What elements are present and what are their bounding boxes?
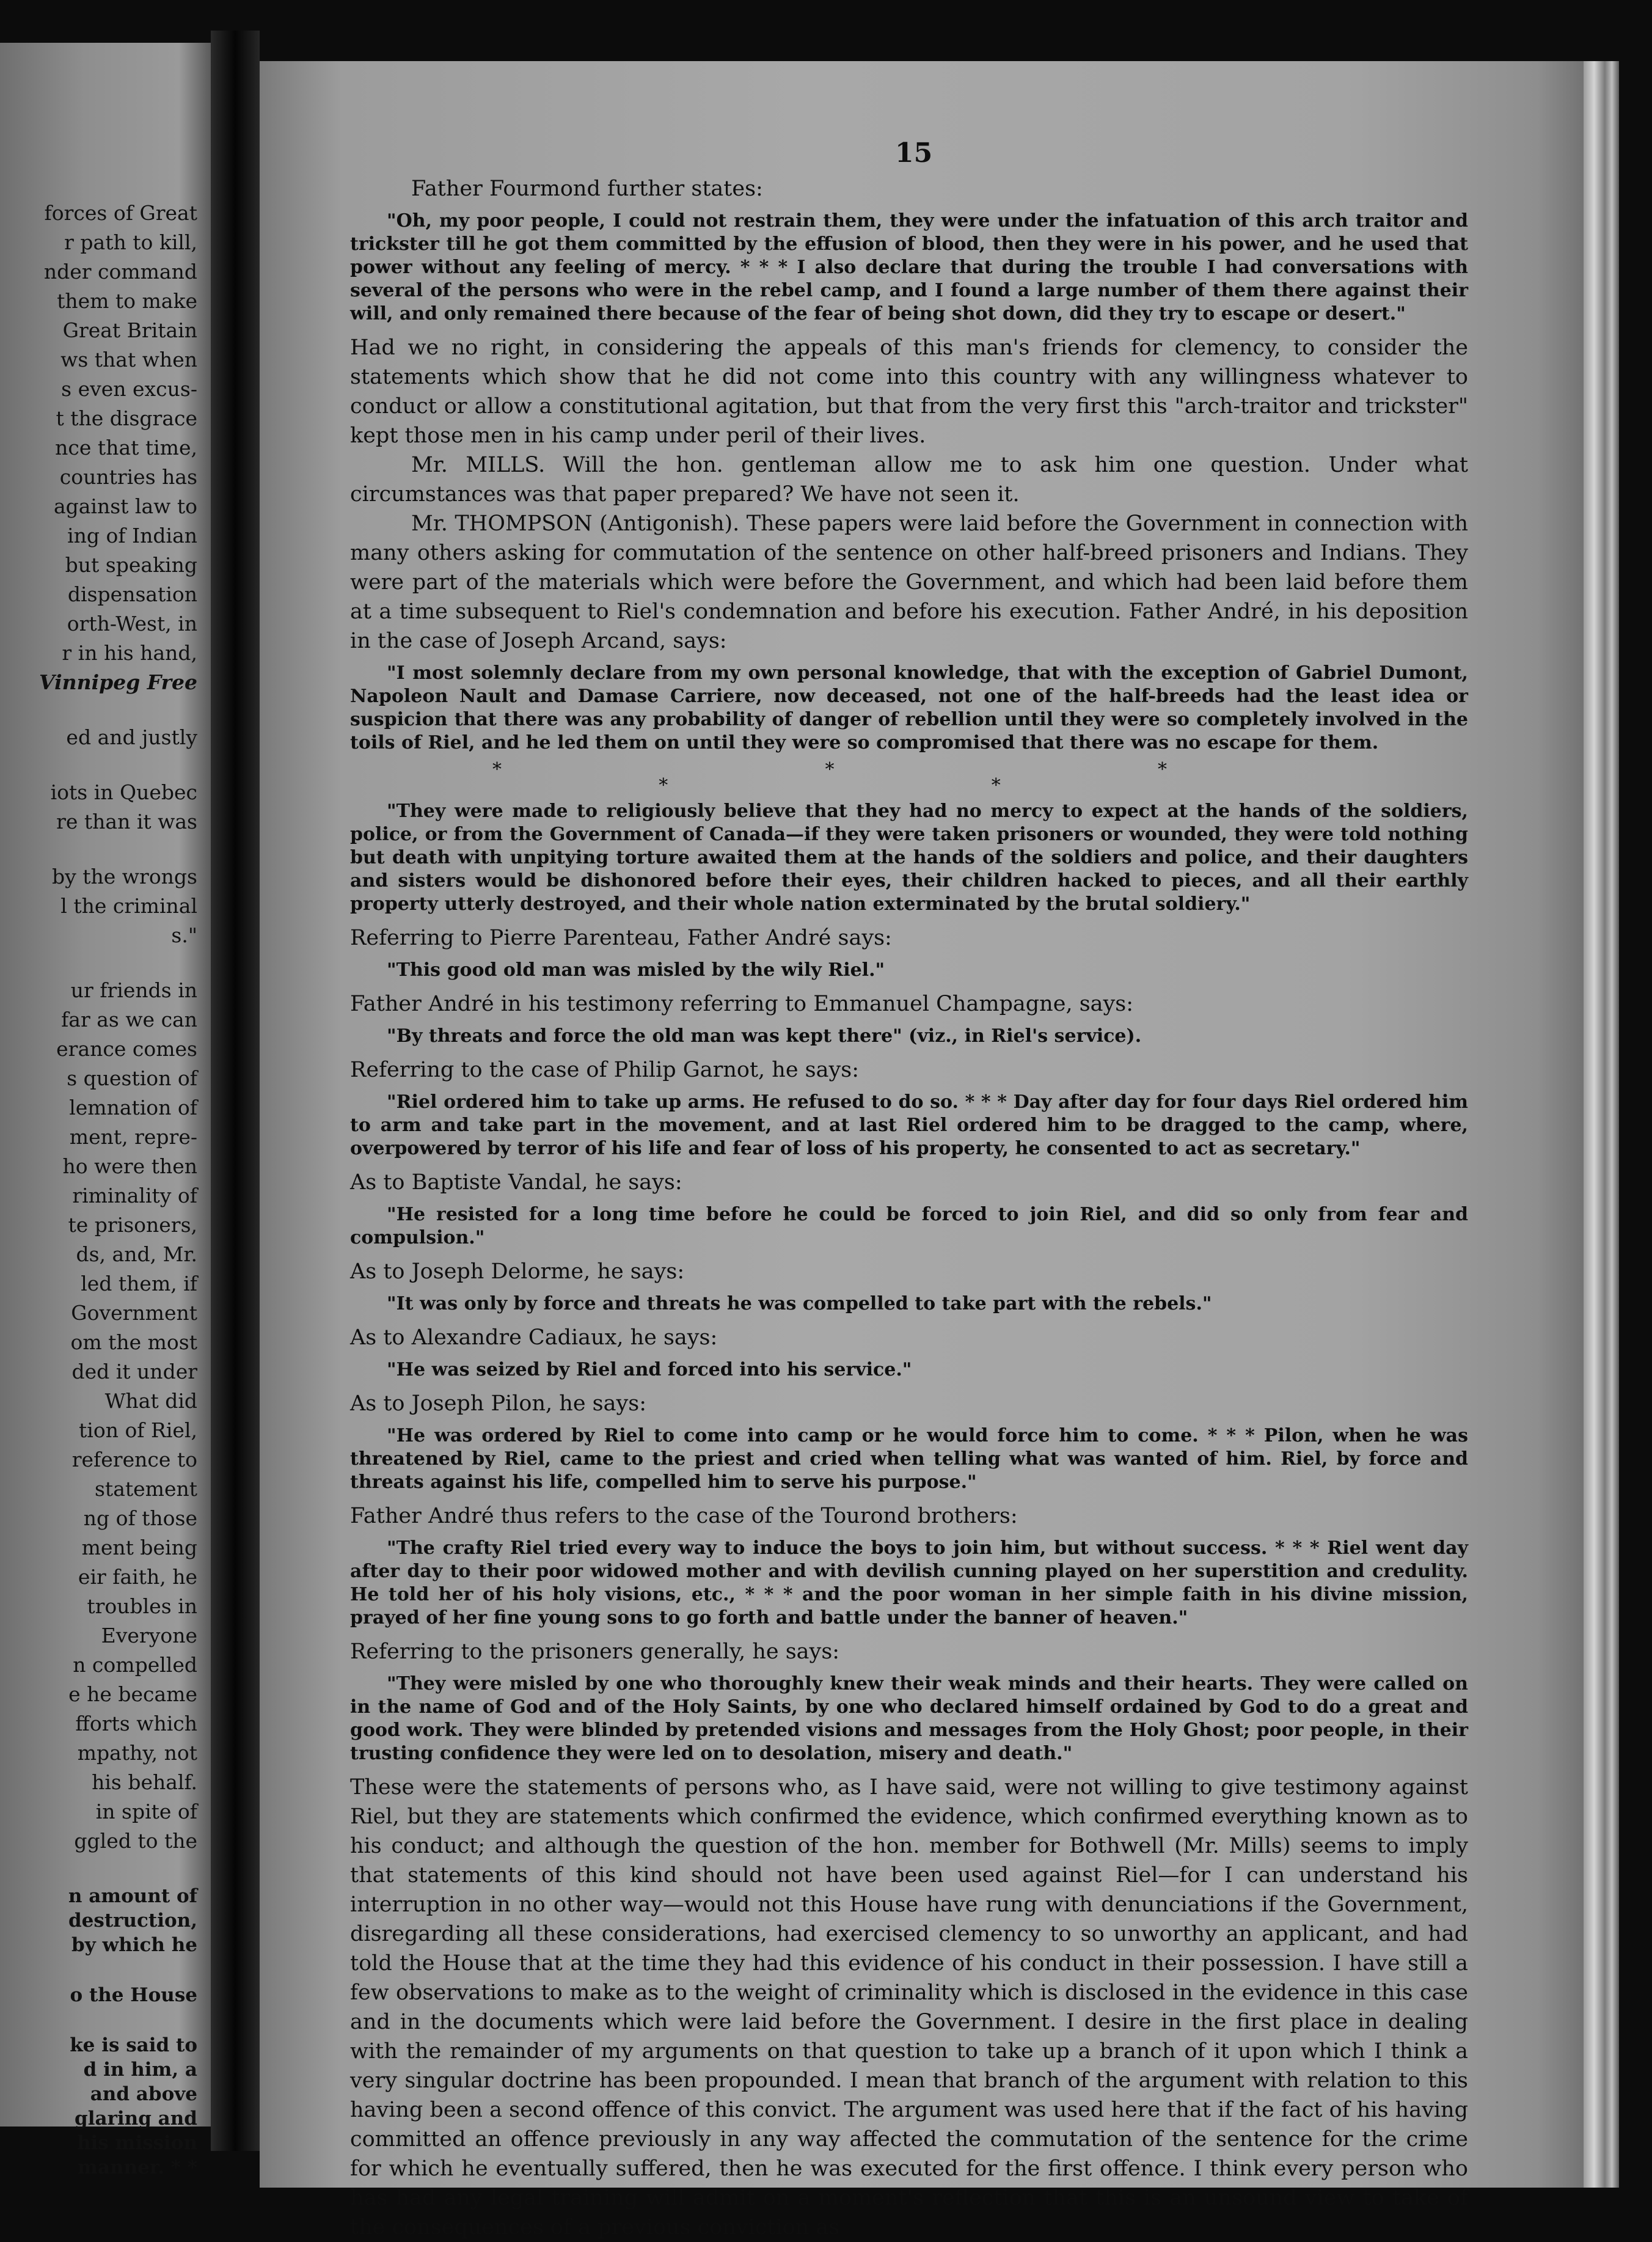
- left-page-line: his behalf.: [92, 1770, 197, 1794]
- paragraph: [350, 450, 1468, 509]
- mills-question: Mr. MILLS. Will the hon. gentleman allow me to ask him one question. Under what circumstances was that paper prepared?: [350, 453, 1468, 507]
- left-page-line: r path to kill,: [64, 230, 197, 254]
- left-page-line: n compelled: [73, 1653, 197, 1677]
- left-page-line: iots in Quebec: [50, 780, 197, 804]
- left-page-line: ds, and, Mr.: [76, 1242, 197, 1266]
- quote: "Riel ordered him to take up arms. He refused to do so. * * * Day after day for four days Riel ordered him to arm and take part in the movement, and at last Riel ordered him to be dragged to the camp, where, overpowered by terror of his life and fear of loss of his property, he consented to act as secretary.": [350, 1091, 1468, 1159]
- quote: "The crafty Riel tried every way to induce the boys to join him, but without success. * * * Riel went day after day to their poor widowed mother and with devilish cunning played on her superstition and credulity. He told her of his holy visions, etc., * * * and the poor woman in her simple faith in his divine mission, prayed of her fine young sons to go forth and battle under the banner of heaven.": [350, 1537, 1468, 1628]
- paragraph: Had we no right, in considering the appeals of this man's friends for clemency, to consider the statements which show that he did not come into this country with any willingness whatever to conduct or allow a constitutional agitation, but that from the very first this "arch-traitor and trickster" kept those men in his camp under peril of their lives.: [350, 335, 1468, 448]
- left-page-line: far as we can: [61, 1008, 197, 1031]
- left-page-line: om the most: [70, 1330, 197, 1354]
- quote: "It was only by force and threats he was compelled to take part with the rebels.": [387, 1293, 1212, 1314]
- left-page-line: statement: [95, 1477, 197, 1501]
- page-text: [350, 174, 1468, 2242]
- left-page-line: Everyone: [101, 1624, 197, 1647]
- quote: "Oh, my poor people, I could not restrain them, they were under the infatuation of this arch traitor and trickster till he got them committed by the effusion of blood, then they were in his power, and he used that power without any feeling of mercy. * * * I also declare that during the trouble I had conversations with several of the persons who were in the rebel camp, and I found a large number of them there against their will, and only remained there because of the fear of being shot down, did they try to escape or desert.": [350, 210, 1468, 324]
- left-page-line: but speaking: [65, 553, 197, 577]
- quote: "They were made to religiously believe that they had no mercy to expect at the hands of the soldiers, police, or from the Government of Canada—if they were taken prisoners or wounded, they were told nothing but death with unpitying torture awaited them at the hands of the soldiers and police, and their daughters and sisters would be dishonored before their eyes, their children hacked to pieces, and all their earthly property utterly destroyed, and their whole nation exterminated by the brutal soldiery.": [350, 800, 1468, 915]
- left-page-line: dispensation: [67, 582, 197, 606]
- left-page-line: glaring and: [75, 2108, 197, 2130]
- left-page-line: ng of those: [83, 1506, 197, 1530]
- paragraph: Father André thus refers to the case of the Tourond brothers:: [350, 1504, 1018, 1528]
- left-page-line: ho were then: [62, 1154, 197, 1178]
- left-page-line: nce that time,: [55, 436, 197, 460]
- left-page-line: ing of Indian: [67, 524, 197, 548]
- left-page-line: Vinnipeg Free: [39, 670, 197, 694]
- left-page-line: o the House: [70, 1984, 197, 2006]
- left-page-line: eir faith, he: [78, 1565, 197, 1589]
- quote: "They were misled by one who thoroughly knew their weak minds and their hearts. They were called on in the name of God and of the Holy Saints, by one who declared himself ordained by God to do a great and good work. They were blinded by pretended visions and messages from the Holy Ghost; poor people, in their trusting confidence they were led on to desolation, misery and death.": [350, 1673, 1468, 1764]
- left-page-line: destruction,: [68, 1910, 197, 1932]
- left-page-line: troubles in: [87, 1594, 197, 1618]
- left-page-line: ws that when: [60, 348, 197, 372]
- paragraph: As to Baptiste Vandal, he says:: [350, 1170, 682, 1195]
- paragraph: Mr. THOMPSON (Antigonish). These papers were laid before the Government in connection with many others asking for commutation of the sentence on other half-breed prisoners and Indians. They were part of the materials which were before the Government, and which had been laid before them at a time subsequent to Riel's condemnation and before his execution. Father André, in his deposition in the case of Joseph Arcand, says:: [350, 511, 1468, 653]
- left-page-line: against law to: [53, 494, 197, 518]
- left-page-line: reference to: [71, 1448, 197, 1471]
- page-number: 15: [895, 137, 933, 169]
- left-page-line: d in him, a: [83, 2059, 197, 2081]
- paragraph: As to Joseph Pilon, he says:: [350, 1391, 647, 1416]
- left-page-line: tion of Riel,: [79, 1418, 197, 1442]
- left-page-line: forces of Great: [44, 201, 197, 225]
- left-page-line: riminality of: [72, 1184, 197, 1207]
- right-page: [260, 61, 1619, 2240]
- left-page-line: ed and justly: [66, 725, 197, 749]
- left-page-line: e he became: [68, 1682, 197, 1706]
- left-page-line: manner. * *: [78, 2156, 197, 2178]
- left-page-fragment: [0, 43, 211, 2178]
- paragraph: As to Joseph Delorme, he says:: [350, 1259, 685, 1284]
- left-page-line: them to make: [57, 289, 197, 313]
- left-page-line: s question of: [67, 1066, 197, 1090]
- left-page-line: What did: [104, 1389, 197, 1413]
- left-page-line: in spite of: [95, 1800, 197, 1823]
- left-page-line: by the wrongs: [52, 865, 197, 888]
- left-page-line: te prisoners,: [68, 1213, 197, 1237]
- left-page-line: mpathy, not: [77, 1741, 197, 1765]
- mills-remark: We have not seen it.: [800, 482, 1020, 507]
- left-page-line: led them, if: [81, 1272, 197, 1295]
- left-page-line: lemnation of: [69, 1096, 197, 1119]
- left-page-line: r in his hand,: [62, 641, 197, 665]
- left-page-line: re than it was: [56, 810, 197, 833]
- left-page-line: Great Britain: [62, 318, 197, 342]
- quote: "I most solemnly declare from my own personal knowledge, that with the exception of Gabriel Dumont, Napoleon Nault and Damase Carriere, now deceased, not one of the half-breeds had the least idea or suspicion that there was any probability of danger of rebellion until they were so completely involved in the toils of Riel, and he led them on until they were so compromised that there was no escape for them.: [350, 662, 1468, 753]
- left-page-line: l the criminal: [60, 894, 197, 918]
- paragraph: Father Fourmond further states:: [411, 177, 763, 201]
- paragraph: Referring to the prisoners generally, he says:: [350, 1639, 840, 1664]
- left-page-line: ur friends in: [70, 978, 197, 1002]
- left-page-line: ment being: [81, 1536, 197, 1559]
- left-page-line: nder command: [43, 260, 197, 284]
- paragraph: As to Alexandre Cadiaux, he says:: [350, 1325, 718, 1350]
- quote: "This good old man was misled by the wily Riel.": [387, 959, 885, 981]
- left-page-line: n amount of: [68, 1885, 197, 1907]
- quote: "He was seized by Riel and forced into his service.": [387, 1359, 912, 1380]
- left-page-line: countries has: [59, 465, 197, 489]
- left-page-line: orth-West, in: [67, 612, 197, 636]
- left-page-line: fforts which: [75, 1712, 197, 1735]
- left-page-line: s even excus-: [61, 377, 197, 401]
- left-page-line: ke is said to: [70, 2034, 197, 2056]
- left-page-line: ggled to the: [74, 1829, 197, 1853]
- left-page-line: Government: [71, 1301, 197, 1325]
- book-gutter: [211, 31, 260, 2151]
- page-edge: [1584, 61, 1619, 2188]
- quote: "He was ordered by Riel to come into camp or he would force him to come. * * * Pilon, when he was threatened by Riel, came to the priest and cried when telling what was wanted of him. Riel, by force and threats against his life, compelled him to serve his purpose.": [350, 1425, 1468, 1493]
- quote: "By threats and force the old man was kept there" (viz., in Riel's service).: [387, 1025, 1142, 1047]
- paragraph: These were the statements of persons who, as I have said, were not willing to give testimony against Riel, but they are statements which confirmed the evidence, which confirmed everything known as to his conduct; and although the question of the hon. member for Bothwell (Mr. Mills) seems to imply that statements of this kind should not have been used against Riel—for I can understand his interruption in no other way—would not this House have rung with denunciations if the Government, disregarding all these considerations, had exercised clemency to so unworthy an applicant, and had told the House that at the time they had this evidence of his conduct in their possession. I have still a few observations to make as to the weight of criminality which is disclosed in the evidence in this case and in the documents which were laid before the Government. I desire in the first place in dealing with the remainder of my arguments on that question to take up a branch of it upon which I think a very singular doctrine has been propounded. I mean that branch of the argument with relation to this having been a second offence of this convict. The argument was used here that if the fact of his having committed an offence previously in any way affected the commutation of the sentence for the crime for which he eventually suffered, then he was executed for the first offence. I think every person who has had any legal training will admit on a moment's reflection that this is an unsound view to take of the consequences of a previous conviction as: [350, 1775, 1468, 2240]
- left-page-line: s.": [171, 923, 197, 947]
- left-page-line: his mission: [76, 2132, 197, 2154]
- left-page-line: erance comes: [56, 1037, 197, 1061]
- ellipsis-stars: * * * * *: [492, 759, 1326, 796]
- left-page-line: ded it under: [71, 1360, 197, 1383]
- paragraph: Referring to Pierre Parenteau, Father André says:: [350, 926, 892, 950]
- left-page-line: by which he: [71, 1934, 197, 1956]
- left-page-line: t the disgrace: [56, 406, 197, 430]
- left-page-line: ment, repre-: [69, 1125, 197, 1149]
- left-page-line: and above: [90, 2083, 197, 2105]
- paragraph: Referring to the case of Philip Garnot, he says:: [350, 1058, 860, 1082]
- paragraph: Father André in his testimony referring to Emmanuel Champagne, says:: [350, 992, 1134, 1016]
- quote: "He resisted for a long time before he could be forced to join Riel, and did so only from fear and compulsion.": [350, 1204, 1468, 1248]
